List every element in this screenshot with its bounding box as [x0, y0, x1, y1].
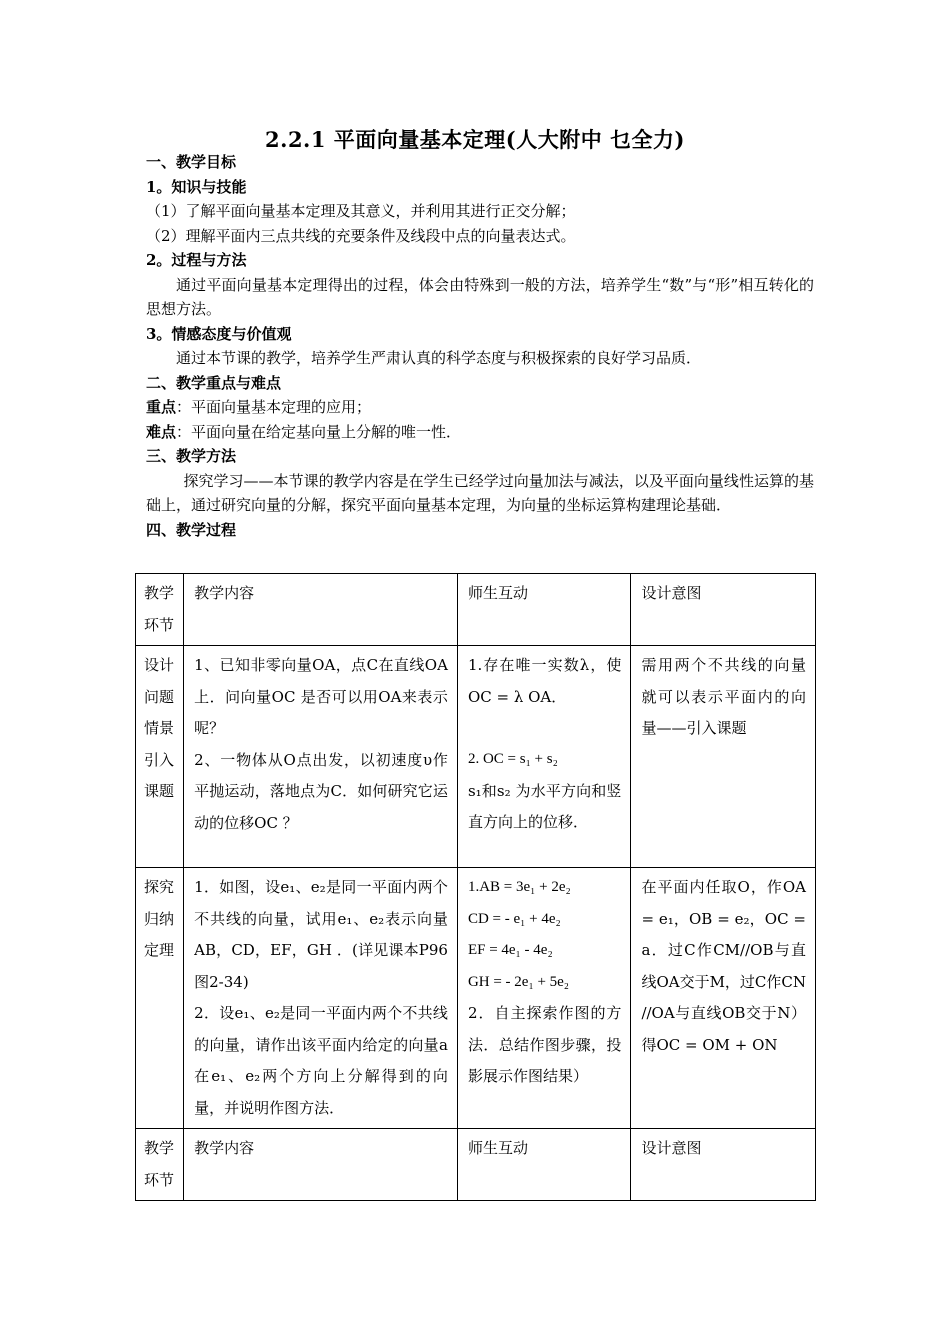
- section-heading-objectives: 一、教学目标: [146, 153, 237, 171]
- intent-cell: 需用两个不共线的向量就可以表示平面内的向量——引入课题: [631, 646, 816, 868]
- subheading-knowledge-skills: 1。知识与技能: [146, 177, 247, 196]
- content-cell: [184, 646, 458, 868]
- interaction-paragraph: 1.存在唯一实数λ，使OC = λ OA．: [467, 656, 622, 706]
- footer-cell-intent: 设计意图: [631, 1129, 816, 1201]
- key-point-line: [146, 395, 814, 420]
- content-paragraph: 1、已知非零向量OA，点C在直线OA上．问向量OC 是否可以用OA来表示呢？: [194, 656, 448, 737]
- spacer: [468, 713, 622, 744]
- objective-line-1: （1）了解平面向量基本定理及其意义，并利用其进行正交分解；: [146, 202, 576, 220]
- difficulty-text: ：平面向量在给定基向量上分解的唯一性．: [176, 422, 462, 441]
- document-body: [146, 150, 814, 542]
- content-cell: [184, 868, 458, 1129]
- difficulty-label: 难点: [146, 422, 177, 441]
- subheading-process-method: 2。过程与方法: [146, 251, 247, 269]
- attitude-values-text: 通过本节课的教学，培养学生严肃认真的科学态度与积极探索的良好学习品质．: [176, 349, 702, 367]
- document-title: 2.2.1 平面向量基本定理(人大附中 乜全力): [265, 127, 685, 152]
- stage-cell: 设计问题情景引入课题: [136, 646, 184, 868]
- content-paragraph: 2、一物体从O点出发，以初速度υ作平抛运动，落地点为C．如何研究它运动的位移OC ？: [194, 750, 448, 832]
- content-paragraph: 1．如图，设e₁、e₂是同一平面内两个不共线的向量，试用e₁、e₂表示向量 AB，CD，EF，GH ．(详见课本P96图2-34): [194, 878, 448, 991]
- section-heading-method: 三、教学方法: [146, 447, 237, 465]
- section-heading-process: 四、教学过程: [146, 520, 237, 539]
- interaction-formula: 2. OC = s₁ + s₂: [467, 751, 558, 767]
- table-footer-row: [136, 1129, 816, 1201]
- key-point-text: ：平面向量基本定理的应用；: [176, 398, 372, 416]
- content-paragraph: 2．设e₁、e₂是同一平面内两个不共线的向量，请作出该平面内给定的向量a在e₁、e₂两个方向上分解得到的向量，并说明作图方法．: [194, 1004, 448, 1117]
- footer-cell-content: 教学内容: [184, 1129, 458, 1201]
- interaction-cell: [457, 646, 631, 868]
- table-row: [136, 646, 816, 868]
- key-point-label: 重点: [146, 398, 177, 416]
- difficulty-line: [146, 420, 814, 445]
- equation-cd: CD = - e₁ + 4e₂: [467, 910, 561, 927]
- header-cell-content: 教学内容: [184, 574, 458, 646]
- objective-line-2: （2）理解平面内三点共线的充要条件及线段中点的向量表达式。: [146, 226, 576, 245]
- header-cell-interaction: 师生互动: [457, 574, 631, 646]
- table-row: [136, 868, 816, 1129]
- interaction-cell: [457, 868, 631, 1129]
- interaction-paragraph: 2．自主探索作图的方法．总结作图步骤，投影展示作图结果）: [467, 1004, 622, 1085]
- equation-ef: EF = 4e₁ - 4e₂: [467, 942, 553, 958]
- footer-cell-interaction: 师生互动: [457, 1129, 631, 1201]
- equation-gh: GH = - 2e₁ + 5e₂: [467, 973, 570, 990]
- subheading-attitude-values: 3。情感态度与价值观: [146, 324, 292, 343]
- equation-ab: 1.AB = 3e₁ + 2e₂: [467, 879, 571, 895]
- stage-cell: 探究归纳定理: [136, 868, 184, 1129]
- interaction-paragraph: s₁和s₂ 为水平方向和竖直方向上的位移．: [467, 781, 622, 831]
- teaching-process-table: [135, 573, 816, 1201]
- header-cell-intent: 设计意图: [631, 574, 816, 646]
- process-method-text: 通过平面向量基本定理得出的过程，体会由特殊到一般的方法，培养学生“数”与“形”相互转化的思想方法。: [146, 275, 814, 318]
- intent-cell: 在平面内任取O，作OA = e₁，OB = e₂，OC = a．过C作CM//OB与直线OA交于M，过C作CN //OA与直线OB交于N）得OC = OM + ON: [631, 868, 816, 1129]
- table-header-row: [136, 574, 816, 646]
- header-cell-stage: 教学环节: [136, 574, 184, 646]
- method-text: 探究学习——本节课的教学内容是在学生已经学过向量加法与减法，以及平面向量线性运算的基础上，通过研究向量的分解，探究平面向量基本定理，为向量的坐标运算构建理论基础．: [146, 471, 814, 514]
- footer-cell-stage: 教学环节: [136, 1129, 184, 1201]
- section-heading-key-points: 二、教学重点与难点: [146, 373, 282, 392]
